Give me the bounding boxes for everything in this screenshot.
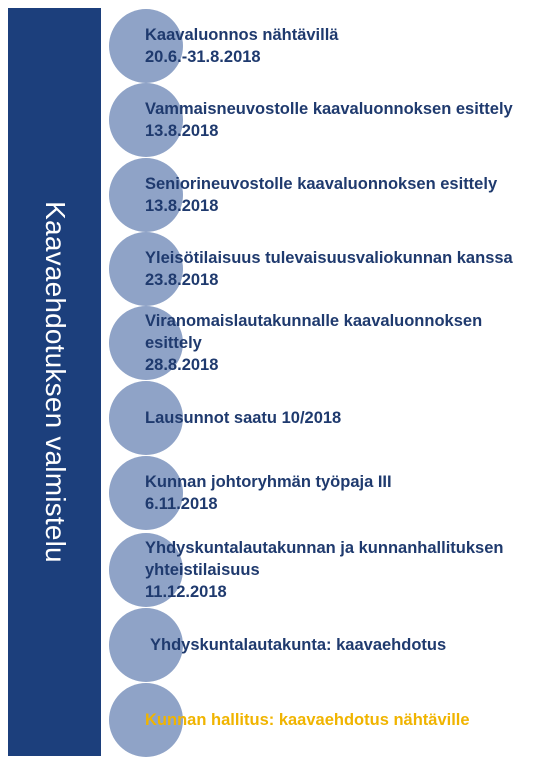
step-text xyxy=(145,709,470,731)
timeline-step-8 xyxy=(108,532,548,608)
step-line: Lausunnot saatu 10/2018 xyxy=(145,409,342,427)
timeline-step-3 xyxy=(108,157,548,233)
step-date: 20.6.-31.8.2018 xyxy=(145,48,261,66)
timeline-step-7 xyxy=(108,455,548,531)
step-date: 11.12.2018 xyxy=(145,583,227,601)
step-text xyxy=(145,471,392,515)
timeline-step-5 xyxy=(108,305,548,381)
step-line: Kaavaluonnos nähtävillä xyxy=(145,26,339,44)
step-text xyxy=(145,24,338,68)
sidebar-title: Kaavaehdotuksen valmistelu xyxy=(39,201,71,563)
step-line: Viranomaislautakunnalle kaavaluonnoksen xyxy=(145,312,483,330)
step-line: yhteistilaisuus xyxy=(145,561,260,579)
step-line: Yhdyskuntalautakunta: kaavaehdotus xyxy=(150,636,447,654)
step-date: 13.8.2018 xyxy=(145,122,219,140)
timeline-step-10 xyxy=(108,682,548,758)
step-date: 28.8.2018 xyxy=(145,356,219,374)
step-line: esittely xyxy=(145,334,202,352)
step-line: Vammaisneuvostolle kaavaluonnoksen esittely xyxy=(145,100,513,118)
step-line: Kunnan johtoryhmän työpaja III xyxy=(145,473,392,491)
step-text xyxy=(145,247,513,291)
step-text xyxy=(145,98,513,142)
step-text xyxy=(145,173,497,217)
step-line: Kunnan hallitus: kaavaehdotus nähtäville xyxy=(145,711,470,729)
step-date: 23.8.2018 xyxy=(145,271,219,289)
step-text xyxy=(145,407,341,429)
step-date: 13.8.2018 xyxy=(145,197,219,215)
step-line: Yleisötilaisuus tulevaisuusvaliokunnan kanssa xyxy=(145,249,513,267)
timeline-step-1 xyxy=(108,8,548,84)
step-text xyxy=(145,310,482,376)
step-text xyxy=(150,634,446,656)
step-line: Seniorineuvostolle kaavaluonnoksen esittely xyxy=(145,175,498,193)
step-line: Yhdyskuntalautakunnan ja kunnanhallituksen xyxy=(145,539,504,557)
timeline-step-6 xyxy=(108,380,548,456)
timeline-step-9 xyxy=(108,607,548,683)
timeline-step-4 xyxy=(108,231,548,307)
step-date: 6.11.2018 xyxy=(145,495,218,513)
step-text xyxy=(145,537,504,603)
timeline-step-2 xyxy=(108,82,548,158)
